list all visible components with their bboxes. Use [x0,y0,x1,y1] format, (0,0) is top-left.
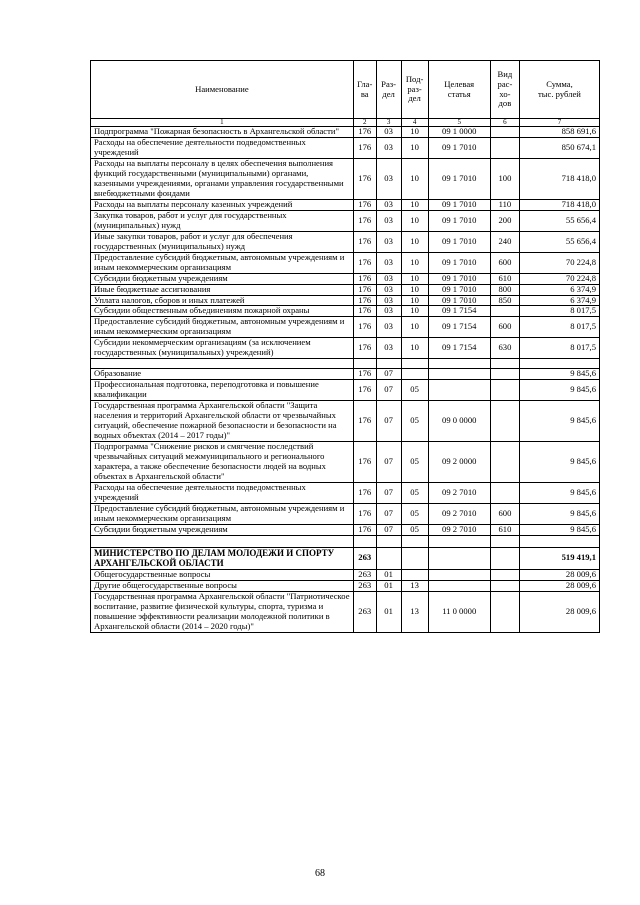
cell-razdel: 03 [376,231,401,252]
cell-summa: 9 845,6 [519,482,599,503]
table-row [91,295,600,306]
cell-podrazdel: 10 [401,252,428,273]
cell-name: МИНИСТЕРСТВО ПО ДЕЛАМ МОЛОДЕЖИ И СПОРТУ АРХАНГЕЛЬСКОЙ ОБЛАСТИ [91,547,354,569]
cell-razdel: 03 [376,338,401,359]
cell-name: Профессиональная подготовка, переподготовка и повышение квалификации [91,380,354,401]
cell-glava: 176 [353,524,376,535]
spacer-cell [91,359,354,369]
cell-podrazdel: 05 [401,524,428,535]
cell-podrazdel: 10 [401,317,428,338]
cell-glava: 176 [353,273,376,284]
cell-summa: 9 845,6 [519,369,599,380]
cell-summa: 8 017,5 [519,306,599,317]
cell-razdel: 07 [376,442,401,483]
cell-statya: 09 1 7010 [428,284,490,295]
header-podrazdel: Под- раз- дел [401,61,428,119]
cell-statya: 09 1 7010 [428,199,490,210]
spacer-cell [490,359,519,369]
cell-summa: 519 419,1 [519,547,599,569]
budget-table [90,60,600,633]
cell-glava: 263 [353,580,376,591]
table-row [91,231,600,252]
cell-podrazdel: 10 [401,127,428,138]
cell-vid [490,580,519,591]
cell-vid [490,591,519,632]
cell-razdel: 03 [376,199,401,210]
table-row [91,369,600,380]
cell-summa: 8 017,5 [519,317,599,338]
cell-name: Расходы на обеспечение деятельности подведомственных учреждений [91,137,354,158]
cell-vid [490,127,519,138]
cell-summa: 9 845,6 [519,401,599,442]
cell-vid: 850 [490,295,519,306]
spacer-row [91,535,600,547]
spacer-row [91,359,600,369]
cell-vid: 200 [490,210,519,231]
cell-statya [428,369,490,380]
cell-name: Общегосударственные вопросы [91,569,354,580]
cell-statya [428,547,490,569]
cell-vid: 600 [490,317,519,338]
cell-glava: 176 [353,252,376,273]
cell-summa: 55 656,4 [519,231,599,252]
table-row [91,252,600,273]
cell-vid [490,369,519,380]
spacer-cell [428,359,490,369]
column-number: 7 [519,119,599,127]
cell-vid [490,380,519,401]
table-row [91,284,600,295]
cell-statya: 09 1 7010 [428,231,490,252]
cell-razdel: 03 [376,252,401,273]
spacer-cell [519,359,599,369]
cell-podrazdel: 10 [401,231,428,252]
cell-statya: 09 2 7010 [428,524,490,535]
cell-statya: 09 2 7010 [428,482,490,503]
cell-glava: 176 [353,231,376,252]
cell-name: Иные бюджетные ассигнования [91,284,354,295]
table-row [91,503,600,524]
cell-statya: 09 1 7010 [428,158,490,199]
table-row [91,338,600,359]
cell-podrazdel: 10 [401,295,428,306]
cell-glava: 263 [353,547,376,569]
cell-vid: 100 [490,158,519,199]
table-row [91,199,600,210]
cell-name: Расходы на обеспечение деятельности подведомственных учреждений [91,482,354,503]
cell-name: Образование [91,369,354,380]
table-row [91,380,600,401]
cell-name: Субсидии некоммерческим организациям (за исключением государственных (муниципальных) учреждений) [91,338,354,359]
table-row [91,482,600,503]
cell-razdel: 01 [376,569,401,580]
cell-name: Иные закупки товаров, работ и услуг для обеспечения государственных (муниципальных) нужд [91,231,354,252]
cell-summa: 28 009,6 [519,569,599,580]
cell-podrazdel: 10 [401,210,428,231]
cell-razdel: 07 [376,503,401,524]
cell-razdel: 07 [376,524,401,535]
spacer-cell [401,359,428,369]
cell-razdel: 03 [376,273,401,284]
table-row [91,524,600,535]
cell-vid: 600 [490,252,519,273]
cell-name: Предоставление субсидий бюджетным, автономным учреждениям и иным некоммерческим организациям [91,503,354,524]
cell-statya: 09 1 7154 [428,338,490,359]
cell-statya: 09 1 7154 [428,306,490,317]
cell-razdel: 03 [376,158,401,199]
cell-podrazdel: 05 [401,482,428,503]
cell-razdel: 03 [376,295,401,306]
cell-statya: 09 2 7010 [428,503,490,524]
cell-glava: 176 [353,137,376,158]
cell-vid [490,137,519,158]
column-number: 6 [490,119,519,127]
cell-summa: 9 845,6 [519,380,599,401]
cell-glava: 176 [353,295,376,306]
column-number: 5 [428,119,490,127]
cell-summa: 8 017,5 [519,338,599,359]
table-row [91,442,600,483]
column-number: 4 [401,119,428,127]
cell-vid: 610 [490,524,519,535]
header-summa: Сумма, тыс. рублей [519,61,599,119]
cell-statya [428,580,490,591]
cell-glava: 176 [353,210,376,231]
table-row [91,306,600,317]
cell-podrazdel [401,369,428,380]
table-row [91,127,600,138]
cell-vid [490,482,519,503]
cell-glava: 176 [353,127,376,138]
cell-glava: 176 [353,380,376,401]
cell-name: Субсидии общественным объединениям пожарной охраны [91,306,354,317]
cell-glava: 176 [353,284,376,295]
cell-razdel: 03 [376,210,401,231]
cell-vid: 110 [490,199,519,210]
cell-razdel: 03 [376,306,401,317]
cell-vid: 800 [490,284,519,295]
cell-name: Субсидии бюджетным учреждениям [91,273,354,284]
cell-summa: 6 374,9 [519,284,599,295]
cell-glava: 176 [353,317,376,338]
cell-razdel: 07 [376,482,401,503]
cell-vid [490,442,519,483]
cell-name: Предоставление субсидий бюджетным, автономным учреждениям и иным некоммерческим организациям [91,252,354,273]
spacer-cell [376,359,401,369]
cell-name: Расходы на выплаты персоналу в целях обеспечения выполнения функций государственными (муниципальными) органами, казенными учреждениями, органами управления государственными внебюджетными фондами [91,158,354,199]
cell-summa: 858 691,6 [519,127,599,138]
column-number: 2 [353,119,376,127]
cell-vid [490,401,519,442]
cell-statya [428,569,490,580]
cell-summa: 70 224,8 [519,273,599,284]
cell-statya: 09 1 7154 [428,317,490,338]
table-row [91,317,600,338]
cell-podrazdel: 13 [401,591,428,632]
cell-statya: 09 1 7010 [428,252,490,273]
cell-podrazdel: 05 [401,401,428,442]
table-row [91,137,600,158]
cell-podrazdel [401,547,428,569]
cell-razdel: 03 [376,137,401,158]
cell-razdel: 03 [376,127,401,138]
table-row [91,158,600,199]
cell-name: Закупка товаров, работ и услуг для государственных (муниципальных) нужд [91,210,354,231]
spacer-cell [519,535,599,547]
spacer-cell [91,535,354,547]
cell-name: Государственная программа Архангельской области "Защита населения и территорий Архангельской области от чрезвычайных ситуаций, обеспечение пожарной безопасности и безопасности на водных объектах (2014 – 2017 годы)" [91,401,354,442]
cell-summa: 28 009,6 [519,580,599,591]
table-row [91,580,600,591]
cell-podrazdel: 10 [401,137,428,158]
cell-statya: 09 1 7010 [428,295,490,306]
table-row [91,210,600,231]
cell-glava: 176 [353,442,376,483]
table-row [91,273,600,284]
cell-name: Другие общегосударственные вопросы [91,580,354,591]
cell-name: Предоставление субсидий бюджетным, автономным учреждениям и иным некоммерческим организациям [91,317,354,338]
header-vid: Вид рас- хо- дов [490,61,519,119]
cell-statya: 09 1 7010 [428,273,490,284]
spacer-cell [376,535,401,547]
table-row [91,547,600,569]
cell-razdel: 07 [376,369,401,380]
cell-glava: 176 [353,306,376,317]
cell-razdel: 07 [376,401,401,442]
column-number: 3 [376,119,401,127]
cell-name: Уплата налогов, сборов и иных платежей [91,295,354,306]
cell-vid [490,547,519,569]
cell-summa: 9 845,6 [519,503,599,524]
header-glava: Гла- ва [353,61,376,119]
spacer-cell [490,535,519,547]
cell-vid: 600 [490,503,519,524]
cell-podrazdel: 13 [401,580,428,591]
cell-podrazdel: 10 [401,306,428,317]
cell-name: Государственная программа Архангельской области "Патриотическое воспитание, развитие физической культуры, спорта, туризма и повышение эффективности реализации молодежной политики в Архангельской области (2014 – 2020 годы)" [91,591,354,632]
cell-glava: 263 [353,591,376,632]
cell-glava: 176 [353,503,376,524]
cell-podrazdel: 05 [401,503,428,524]
column-number: 1 [91,119,354,127]
cell-statya: 11 0 0000 [428,591,490,632]
cell-glava: 263 [353,569,376,580]
cell-podrazdel: 10 [401,273,428,284]
cell-statya [428,380,490,401]
cell-vid [490,569,519,580]
cell-razdel: 03 [376,317,401,338]
cell-summa: 6 374,9 [519,295,599,306]
cell-statya: 09 1 0000 [428,127,490,138]
cell-vid [490,306,519,317]
cell-statya: 09 1 7010 [428,137,490,158]
spacer-cell [401,535,428,547]
cell-podrazdel: 05 [401,442,428,483]
cell-name: Подпрограмма "Снижение рисков и смягчение последствий чрезвычайных ситуаций межмуниципального и регионального характера, а также обеспечение безопасности людей на водных объектах в Архангельской области" [91,442,354,483]
header-razdel: Раз- дел [376,61,401,119]
header-row [91,61,600,119]
cell-glava: 176 [353,482,376,503]
cell-statya: 09 0 0000 [428,401,490,442]
cell-glava: 176 [353,199,376,210]
cell-summa: 55 656,4 [519,210,599,231]
cell-glava: 176 [353,401,376,442]
cell-podrazdel: 10 [401,199,428,210]
cell-podrazdel: 05 [401,380,428,401]
cell-summa: 9 845,6 [519,442,599,483]
cell-name: Подпрограмма "Пожарная безопасность в Архангельской области" [91,127,354,138]
cell-summa: 718 418,0 [519,158,599,199]
cell-name: Расходы на выплаты персоналу казенных учреждений [91,199,354,210]
cell-razdel [376,547,401,569]
cell-glava: 176 [353,369,376,380]
table-row [91,591,600,632]
cell-summa: 718 418,0 [519,199,599,210]
cell-summa: 70 224,8 [519,252,599,273]
budget-table-page [90,60,600,633]
cell-podrazdel: 10 [401,284,428,295]
header-name: Наименование [91,61,354,119]
cell-razdel: 07 [376,380,401,401]
cell-glava: 176 [353,158,376,199]
cell-summa: 850 674,1 [519,137,599,158]
cell-statya: 09 2 0000 [428,442,490,483]
cell-summa: 28 009,6 [519,591,599,632]
table-row [91,569,600,580]
cell-name: Субсидии бюджетным учреждениям [91,524,354,535]
cell-podrazdel: 10 [401,158,428,199]
spacer-cell [353,359,376,369]
cell-vid: 630 [490,338,519,359]
spacer-cell [353,535,376,547]
cell-podrazdel: 10 [401,338,428,359]
cell-razdel: 03 [376,284,401,295]
page-number: 68 [315,868,325,879]
cell-vid: 240 [490,231,519,252]
cell-glava: 176 [353,338,376,359]
cell-summa: 9 845,6 [519,524,599,535]
spacer-cell [428,535,490,547]
cell-razdel: 01 [376,591,401,632]
cell-razdel: 01 [376,580,401,591]
cell-vid: 610 [490,273,519,284]
cell-statya: 09 1 7010 [428,210,490,231]
cell-podrazdel [401,569,428,580]
table-row [91,401,600,442]
header-statya: Целевая статья [428,61,490,119]
